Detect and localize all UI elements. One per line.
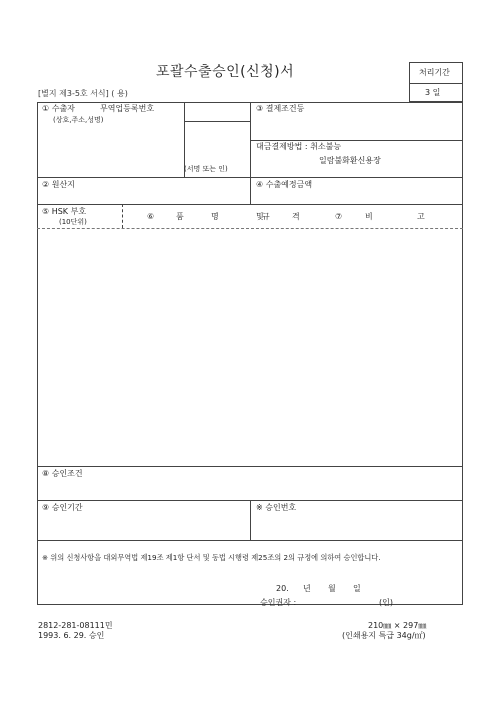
goods-char-4: 및 xyxy=(256,212,264,221)
approver-seal: (인) xyxy=(379,598,393,607)
goods-char-3: 명 xyxy=(211,212,219,221)
footer-paper-spec: (인쇄용지 특급 34g/㎡) xyxy=(342,631,426,640)
date-month-label: 월 xyxy=(328,584,336,593)
payment-method-label: 대금결제방법 : 취소불능 xyxy=(256,142,342,151)
processing-period-value: 3 일 xyxy=(425,88,441,97)
hsk-code-sub-label: (10단위) xyxy=(59,218,87,226)
goods-char-5: 규 xyxy=(262,212,270,221)
goods-char-6: 격 xyxy=(292,212,300,221)
date-year-label: 년 xyxy=(303,584,311,593)
approval-period-label: ⑨ 승인기간 xyxy=(42,503,83,512)
approval-number-label: ※ 승인번호 xyxy=(256,503,297,512)
remark-char-1: ⑦ xyxy=(335,212,343,221)
footer-paper-size: 210㎜ × 297㎜ xyxy=(368,621,427,630)
footer-approval-date: 1993. 6. 29. 승인 xyxy=(38,631,105,640)
remark-char-2: 비 xyxy=(365,212,373,221)
goods-char-1: ⑥ xyxy=(147,212,155,221)
payment-method-value: 일람불화환신용장 xyxy=(319,156,381,165)
form-reference: [별지 제3-5호 서식] ( 용) xyxy=(38,89,128,98)
signature-label: (서명 또는 인) xyxy=(184,165,228,173)
exporter-sub-label: (상호,주소,성명) xyxy=(53,116,104,124)
exporter-label: ① 수출자 xyxy=(42,104,75,113)
form-title: 포괄수출승인(신청)서 xyxy=(156,64,295,80)
date-year: 20. xyxy=(276,584,289,593)
processing-period-label: 처리기간 xyxy=(419,68,450,77)
origin-label: ② 원산지 xyxy=(42,180,75,189)
approval-statement: ※ 위의 신청사항을 대외무역법 제19조 제1항 단서 및 동법 시행령 제25조의 2의 규정에 의하여 승인합니다. xyxy=(42,553,381,562)
approver-label: 승인권자 : xyxy=(260,598,297,607)
export-amount-label: ④ 수출예정금액 xyxy=(256,180,313,189)
remark-char-3: 고 xyxy=(417,212,425,221)
date-day-label: 일 xyxy=(353,584,361,593)
footer-form-number: 2812-281-08111민 xyxy=(38,621,113,630)
approval-condition-label: ⑧ 승인조건 xyxy=(42,469,83,478)
trade-reg-number-label: 무역업등록번호 xyxy=(100,104,155,113)
goods-char-2: 품 xyxy=(176,212,184,221)
item-list-area xyxy=(38,229,462,466)
payment-terms-label: ③ 결제조건등 xyxy=(256,104,305,113)
hsk-code-label: ⑤ HSK 부호 xyxy=(42,207,87,216)
